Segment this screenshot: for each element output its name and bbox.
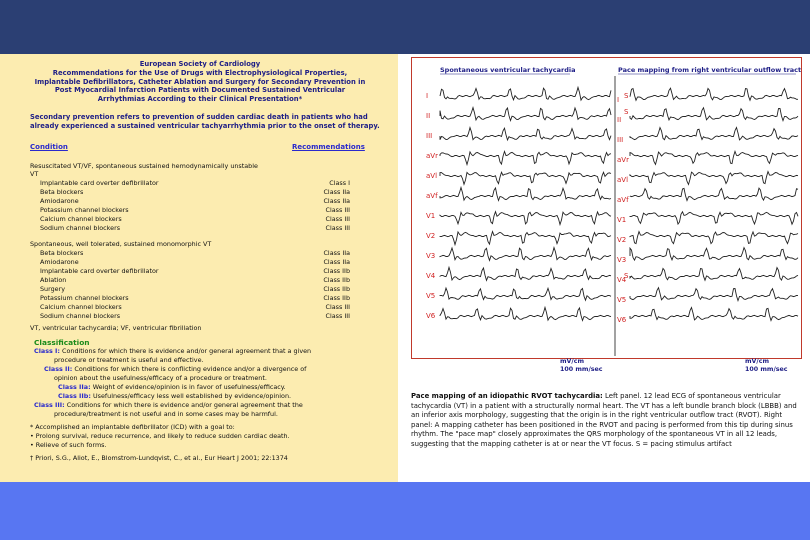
lead-label: III (617, 136, 624, 144)
ecg-trace (440, 267, 611, 280)
scale-units: mV/cm (745, 358, 770, 365)
lead-label: I (617, 96, 620, 104)
ecg-trace (630, 108, 798, 121)
ecg-trace (630, 128, 798, 140)
class-text: Conditions for which there is evidence and/or general agreement that the (66, 401, 303, 409)
abbreviations: VT, ventricular tachycardia; VF, ventricular fibrillation (30, 324, 202, 332)
caption-heading: Pace mapping of an idiopathic RVOT tachycardia: (411, 392, 603, 400)
bottom-band (0, 482, 810, 540)
table-row (30, 224, 350, 233)
row-label: Calcium channel blockers (40, 303, 122, 311)
lead-label: aVl (426, 172, 438, 180)
class-label: Class II: (44, 365, 73, 373)
lead-label: aVf (426, 192, 438, 200)
table-row (30, 179, 350, 188)
row-class: Class IIb (323, 276, 350, 284)
ecg-trace (630, 212, 798, 224)
row-class: Class IIa (323, 249, 350, 257)
classification-title: Classification (34, 338, 90, 347)
row-label: Potassium channel blockers (40, 206, 129, 214)
condition-header: Condition (30, 143, 68, 151)
class-text: Conditions for which there is conflicting evidence and/or a divergence of (74, 365, 307, 373)
row-class: Class I (329, 179, 350, 187)
top-band (0, 0, 810, 54)
ecg-trace (440, 172, 611, 184)
ecg-trace (630, 308, 798, 321)
class-label: Class IIb: (58, 392, 91, 400)
table-row (30, 267, 350, 276)
row-label: Amiodarone (40, 258, 79, 266)
left-scale (560, 358, 603, 373)
caption-body: Left panel. 12 lead ECG of spontaneous ventricular tachycardia (VT) in a patient with a structurally normal heart. The VT has a left bundle branch block (LBBB) and an inferior axis morphology, suggesting that the origin is in the right ventricular outflow tract (RVOT). Right panel: A mapping catheter has been positioned in the RVOT and pacing is performed from this tip during sinus rhythm. The "pace map" closely approximates the QRS morphology of the spontaneous VT in all 12 leads, suggesting that the mapping catheter is at or near the VT focus. S = pacing stimulus artifact (411, 392, 797, 448)
ecg-trace (440, 151, 611, 164)
title-line: European Society of Cardiology (139, 60, 261, 68)
class-text: Weight of evidence/opinion is in favor of usefulness/efficacy. (92, 383, 286, 391)
ecg-figure (411, 57, 802, 359)
ecg-trace (630, 151, 798, 164)
reference: † Priori, S.G., Aliot, E., Blomstrom-Lundqvist, C., et al., Eur Heart J 2001; 22:1374 (30, 454, 288, 462)
table-row (30, 188, 350, 197)
scale-speed: 100 mm/sec (560, 365, 603, 373)
row-label: Implantable card overter defibrillator (40, 267, 159, 275)
ecg-trace (440, 108, 611, 121)
scale-speed: 100 mm/sec (745, 365, 788, 373)
row-class: Class IIb (323, 285, 350, 293)
ecg-trace (630, 288, 798, 301)
title-line: Recommendations for the Use of Drugs with Electrophysiological Properties, (52, 68, 348, 77)
ecg-trace (630, 232, 798, 244)
lead-label: II (617, 116, 622, 124)
ecg-trace (440, 188, 611, 201)
class-iii-line-2: procedure/treatment is not useful and in some cases may be harmful. (54, 410, 278, 418)
row-class: Class III (325, 312, 350, 320)
lead-label: I (426, 92, 429, 100)
lead-label: aVr (426, 152, 438, 160)
right-scale (745, 358, 788, 373)
row-label: Amiodarone (40, 197, 79, 205)
ecg-trace (630, 172, 798, 185)
table-row (30, 215, 350, 224)
row-label: Ablation (40, 276, 67, 284)
group2-title: Spontaneous, well tolerated, sustained monomorphic VT (30, 240, 212, 248)
class-iia-line (58, 383, 388, 391)
class-text: Conditions for which there is evidence and/or general agreement that a given (62, 347, 312, 355)
intro-text: Secondary prevention refers to prevention of sudden cardiac death in patients who had already experienced a sustained ventricular tachyarrhythmia prior to the onset of therapy. (30, 113, 380, 131)
lead-label: aVr (617, 156, 629, 164)
lead-label: II (426, 112, 431, 120)
stimulus-marker: S (624, 272, 629, 280)
row-label: Beta blockers (40, 249, 84, 257)
table-row (30, 206, 350, 215)
footnote: • Relieve of such forms. (30, 441, 107, 449)
ecg-trace (630, 88, 798, 100)
class-iii-line (34, 401, 364, 409)
ecg-trace (440, 248, 611, 261)
table-row (30, 285, 350, 294)
row-label: Sodium channel blockers (40, 224, 121, 232)
lead-label: V2 (426, 232, 436, 240)
title-line: Post Myocardial Infarction Patients with Documented Sustained Ventricular (54, 86, 346, 95)
row-class: Class III (325, 215, 350, 223)
ecg-trace (630, 188, 798, 200)
class-ii-line (44, 365, 374, 373)
lead-labels (426, 92, 629, 324)
row-label: Potassium channel blockers (40, 294, 129, 302)
row-class: Class IIb (323, 294, 350, 302)
lead-label: V5 (617, 296, 627, 304)
panel-title (6, 60, 394, 104)
row-label: Calcium channel blockers (40, 215, 122, 223)
table-row (30, 258, 350, 267)
ecg-trace (440, 87, 611, 100)
class-label: Class I: (34, 347, 60, 355)
ecg-trace (630, 248, 798, 261)
recommendations-header: Recommendations (292, 143, 365, 151)
row-class: Class IIa (323, 197, 350, 205)
figure-caption (411, 392, 801, 482)
row-label: Sodium channel blockers (40, 312, 121, 320)
class-label: Class III: (34, 401, 65, 409)
lead-label: V6 (617, 316, 627, 324)
footnote: • Prolong survival, reduce recurrence, and likely to reduce sudden cardiac death. (30, 432, 290, 440)
lead-label: V1 (617, 216, 627, 224)
ecg-trace (440, 307, 611, 320)
right-ecg-title: Pace mapping from right ventricular outflow tract (618, 66, 801, 74)
lead-label: V2 (617, 236, 627, 244)
ecg-trace (440, 288, 611, 300)
lead-label: III (426, 132, 433, 140)
table-row (30, 312, 350, 321)
lead-label: aVf (617, 196, 629, 204)
row-label: Surgery (40, 285, 66, 293)
ecg-trace (440, 232, 611, 245)
lead-label: V6 (426, 312, 436, 320)
lead-label: V4 (617, 276, 627, 284)
ecg-trace (440, 212, 611, 225)
row-class: Class III (325, 206, 350, 214)
esc-recommendations-panel (0, 54, 398, 482)
lead-label: V4 (426, 272, 436, 280)
table-row (30, 197, 350, 206)
title-line: Implantable Defibrillators, Catheter Ablation and Surgery for Secondary Prevention in (34, 77, 366, 86)
class-text: Usefulness/efficacy less well established by evidence/opinion. (92, 392, 292, 400)
title-line: Arrhythmias According to their Clinical Presentation* (97, 95, 303, 104)
lead-label: V1 (426, 212, 436, 220)
ecg-traces (412, 58, 801, 358)
left-ecg-title: Spontaneous ventricular tachycardia (440, 66, 576, 74)
row-class: Class IIa (323, 258, 350, 266)
row-class: Class IIa (323, 188, 350, 196)
class-i-line-2: procedure or treatment is useful and effective. (54, 356, 204, 364)
lead-label: V5 (426, 292, 436, 300)
table-row (30, 294, 350, 303)
row-label: Implantable card overter defibrillator (40, 179, 159, 187)
lead-label: aVl (617, 176, 629, 184)
class-label: Class IIa: (58, 383, 91, 391)
row-class: Class III (325, 303, 350, 311)
class-ii-line-2: opinion about the usefulness/efficacy of a procedure or treatment. (54, 374, 267, 382)
class-i-line (34, 347, 364, 355)
table-row (30, 249, 350, 258)
stimulus-marker: S (624, 92, 629, 100)
row-class: Class IIb (323, 267, 350, 275)
lead-label: V3 (617, 256, 627, 264)
group1-title: Resuscitated VT/VF, spontaneous sustained hemodynamically unstable VT (30, 162, 258, 178)
stimulus-marker: S (624, 108, 629, 116)
ecg-trace (440, 128, 611, 140)
lead-label: V3 (426, 252, 436, 260)
footnote: * Accomplished an implantable defibrillator (ICD) with a goal to: (30, 423, 235, 431)
ecg-trace (630, 268, 798, 281)
scale-units: mV/cm (560, 358, 585, 365)
row-label: Beta blockers (40, 188, 84, 196)
table-row (30, 303, 350, 312)
row-class: Class III (325, 224, 350, 232)
table-row (30, 276, 350, 285)
class-iib-line (58, 392, 388, 400)
